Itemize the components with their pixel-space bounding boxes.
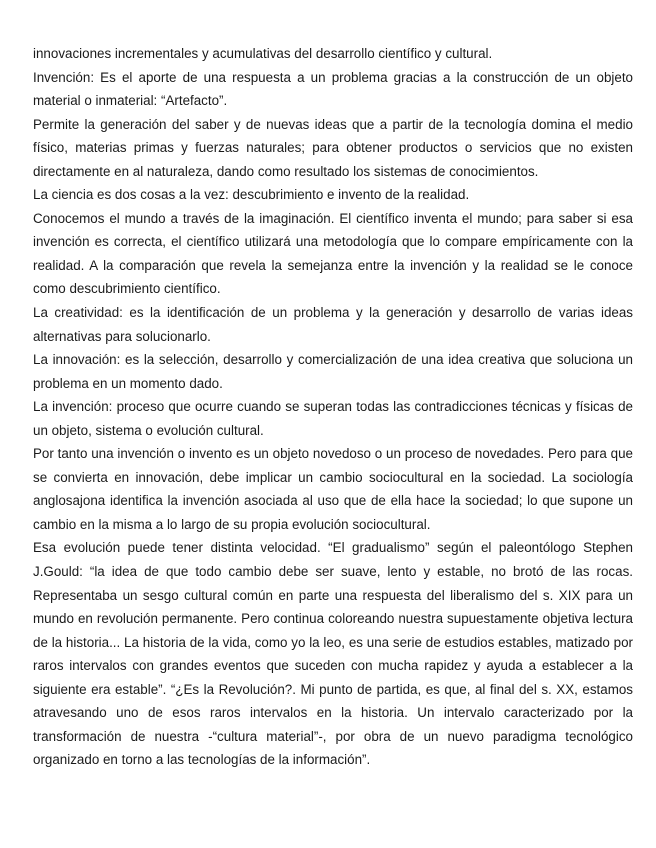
paragraph-creatividad: La creatividad: es la identificación de un problema y la generación y desarrollo de varias ideas alternativas para solucionarlo. [33, 305, 633, 344]
document-body [33, 42, 633, 772]
paragraph-invencion-proceso: La invención: proceso que ocurre cuando se superan todas las contradicciones técnicas y físicas de un objeto, sistema o evolución cultural. [33, 399, 633, 438]
paragraph-invento-innovacion: Por tanto una invención o invento es un objeto novedoso o un proceso de novedades. Pero para que se convierta en innovación, debe implicar un cambio sociocultural en la sociedad. La sociología anglosajona identifica la invención asociada al uso que de ella hace la sociedad; lo que supone un cambio en la misma a lo largo de su propia evolución sociocultural. [33, 446, 633, 532]
paragraph-ciencia: La ciencia es dos cosas a la vez: descubrimiento e invento de la realidad. [33, 187, 470, 203]
paragraph-conocemos-el-mundo: Conocemos el mundo a través de la imaginación. El científico inventa el mundo; para saber si esa invención es correcta, el científico utilizará una metodología que lo compare empíricamente con la realidad. A la comparación que revela la semejanza entre la invención y la realidad se le conoce como descubrimiento científico. [33, 210, 633, 297]
paragraph-innovacion: La innovación: es la selección, desarrollo y comercialización de una idea creativa que soluciona un problema en un momento dado. [33, 352, 633, 391]
paragraph-invencion-definicion: Invención: Es el aporte de una respuesta a un problema gracias a la construcción de un objeto material o inmaterial: “Artefacto”. [33, 69, 633, 109]
paragraph-innovaciones-incrementales: innovaciones incrementales y acumulativas del desarrollo científico y cultural. [33, 46, 493, 61]
paragraph-gradualismo-gould: Esa evolución puede tener distinta velocidad. “El gradualismo” según el paleontólogo Stephen J.Gould: “la idea de que todo cambio debe ser suave, lento y estable, no brotó de las rocas. Representaba un sesgo cultural común en parte una respuesta del liberalismo del s. XIX para un mundo en revolución permanente. Pero continua coloreando nuestra supuestamente objetiva lectura de la historia... La historia de la vida, como yo la leo, es una serie de estudios estables, matizado por raros intervalos con grandes eventos que suceden con mucha rapidez y ayuda a establecer a la siguiente era estable”. “¿Es la Revolución?. Mi punto de partida, es que, al final del s. XX, estamos atravesando uno de esos raros intervalos en la historia. Un intervalo caracterizado por la transformación de nuestra -“cultura material”-, por obra de un nuevo paradigma tecnológico organizado en torno a las tecnologías de la información”. [33, 540, 633, 768]
paragraph-generacion-del-saber: Permite la generación del saber y de nuevas ideas que a partir de la tecnología domina el medio físico, materias primas y fuerzas naturales; para obtener productos o servicios que no existen directamente en al naturaleza, dando como resultado los sistemas de conocimientos. [33, 116, 633, 179]
